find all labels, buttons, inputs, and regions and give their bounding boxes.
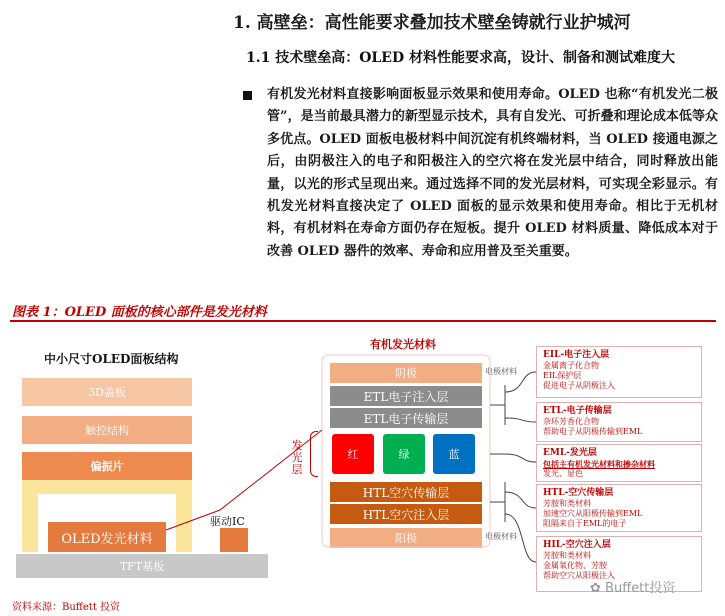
red-emitter: 红 [332, 434, 374, 474]
paragraph-body: OLED 也称“有机发光二极管”，是当前最具潜力的新型显示技术，具有自发光、可折叠和理论成本低等众多优点。OLED 面板电极材料中间沉淀有机终端材料，当 OLED 接通电源之后，由阴极注入的电子和阳极注入的空穴将在发光层中结合，同时释放出能量，以光的形式呈现出来。通过选择不同的发光层材料，可实现全彩显示。有机发光材料直接决定了 OLED 面板的显示效果和使用寿命。相比于无机材料，有机材料在寿命方面仍存在短板。提升 OLED 材料质量、降低成本对于改善 OLED 器件的效率、寿命和应用普及至关重要。 [267, 87, 718, 259]
subsection-heading: 1.1 技术壁垒高：OLED 材料性能要求高，设计、制备和测试难度大 [246, 50, 675, 66]
etl-item: 帮助电子从阴极传输到EML [543, 427, 643, 436]
layer-tft-substrate: TFT基板 [16, 554, 268, 578]
eml-item: 包括主有机发光材料和掺杂材料 [543, 459, 655, 469]
etl-inject-connector [505, 372, 536, 392]
stack-outline [322, 355, 490, 547]
layer-polarizer: 偏振片 [22, 452, 192, 480]
htl-title: HTL-空穴传输层 [543, 488, 614, 498]
etl-title: ETL-电子传输层 [543, 406, 612, 416]
eml-box [536, 444, 702, 482]
htl-item: 阻隔来自于EML的电子 [543, 519, 627, 528]
cathode-layer: 阴极 [330, 363, 482, 383]
etl-inject-layer: ETL电子注入层 [330, 386, 482, 406]
eil-box [536, 346, 702, 398]
section-heading: 1. 高壁垒：高性能要求叠加技术壁垒铸就行业护城河 [233, 13, 631, 33]
eml-item: 发光、显色 [543, 469, 583, 478]
hil-title: HIL-空穴注入层 [543, 540, 611, 550]
eml-connector [505, 454, 536, 462]
anode-layer: 阳极 [330, 528, 482, 548]
watermark-text: Buffett投资 [605, 581, 676, 596]
watermark [590, 577, 675, 596]
hil-item: 金属氧化物、芳胺 [543, 561, 607, 570]
hil-item: 帮助空穴从阳极注入 [543, 571, 615, 580]
htl-box [536, 484, 702, 532]
etl-item: 杂环芳香化合物 [543, 417, 599, 426]
eml-title: EML-发光层 [543, 448, 597, 458]
emit-layer-label: 发光层 [291, 439, 303, 476]
paragraph-lead: 有机发光材料直接影响面板显示效果和使用寿命。 [267, 87, 559, 102]
eil-item: EIL保护层 [543, 371, 582, 380]
figure-title: 图表 1：OLED 面板的核心部件是发光材料 [12, 305, 267, 320]
layer-touch: 触控结构 [22, 416, 192, 444]
blue-emitter: 蓝 [433, 434, 475, 474]
htl-inject-layer: HTL空穴注入层 [330, 504, 482, 524]
hil-item: 芳胺和类材料 [543, 551, 591, 560]
oled-to-stack-line [166, 430, 322, 530]
eil-title: EIL-电子注入层 [543, 350, 610, 360]
green-emitter: 绿 [383, 434, 425, 474]
eil-item: 促进电子从阴极注入 [543, 381, 615, 390]
etl-transport-layer: ETL电子传输层 [330, 408, 482, 428]
electrode-label-top: 电极材料 [485, 367, 517, 376]
layer-3d-cover: 3D盖板 [22, 378, 192, 406]
etl-transport-connector [505, 418, 536, 422]
htl-item: 芳胺和类材料 [543, 499, 591, 508]
htl-inject-connector [505, 514, 536, 562]
htl-transport-connector [505, 492, 536, 508]
htl-item: 加速空穴从阳极传输到EML [543, 509, 643, 518]
etl-box [536, 402, 702, 442]
layer-oled-material: OLED发光材料 [48, 522, 166, 552]
electrode-label-bottom: 电极材料 [485, 532, 517, 541]
figure-source: 资料来源：Buffett 投资 [12, 602, 121, 613]
organic-material-title: 有机发光材料 [370, 338, 436, 351]
htl-transport-layer: HTL空穴传输层 [330, 482, 482, 502]
panel-structure-title: 中小尺寸OLED面板结构 [44, 352, 179, 366]
driver-ic-label: 驱动IC [210, 515, 245, 528]
wechat-icon: ✿ [590, 581, 606, 596]
eil-item: 金属离子化合物 [543, 361, 599, 370]
